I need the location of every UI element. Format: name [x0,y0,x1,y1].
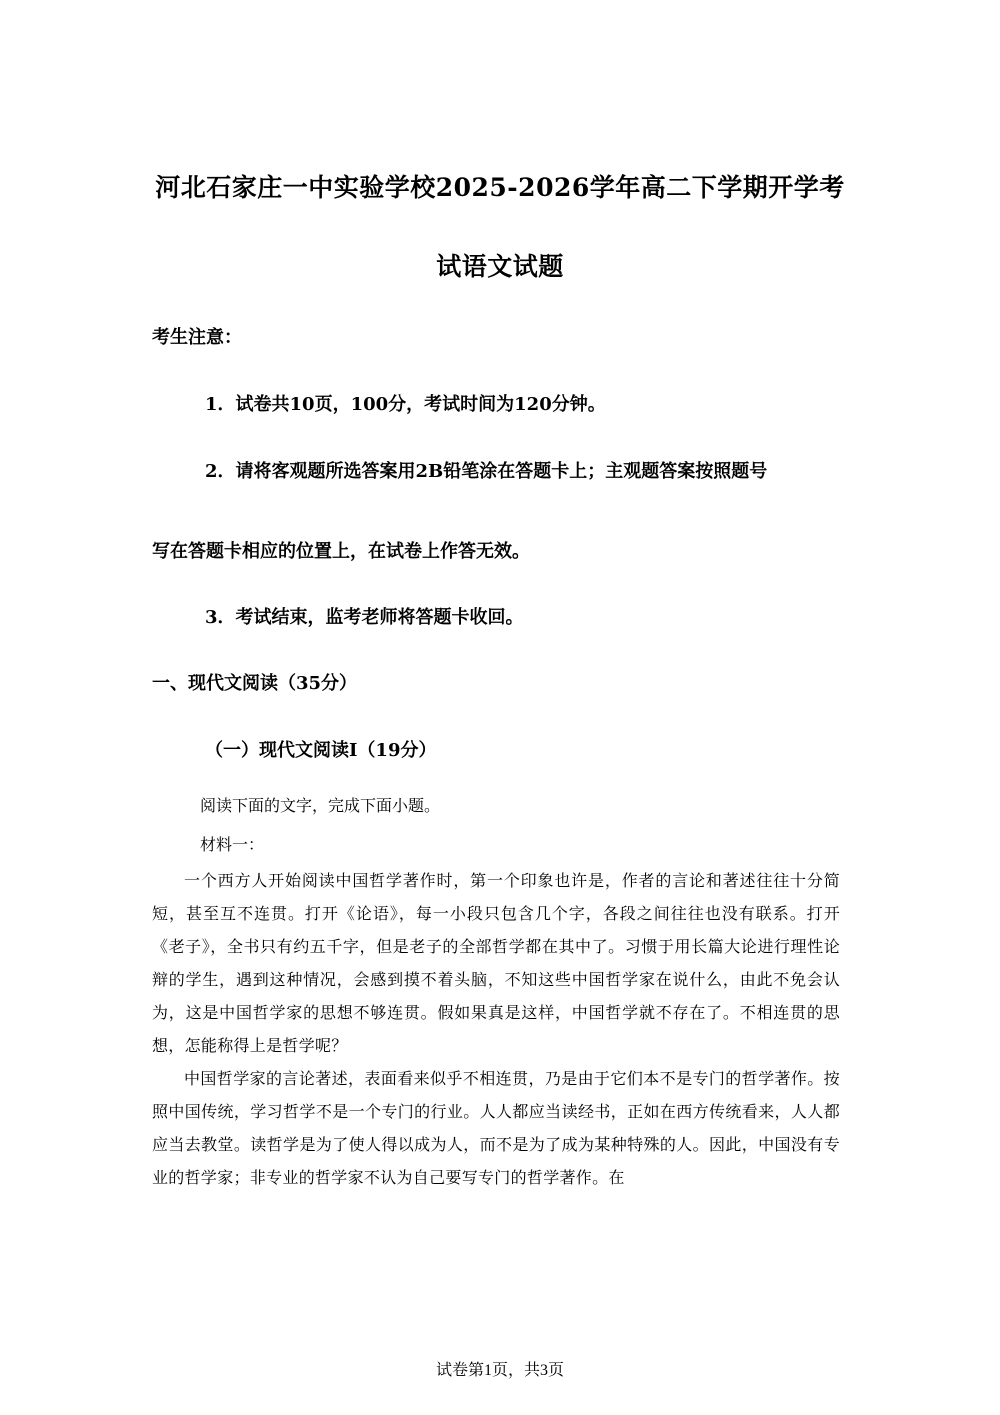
page-footer: 试卷第1页，共3页 [435,1362,564,1379]
notice-item-3: 3．考试结束，监考老师将答题卡收回。 [205,607,524,628]
section-heading: 一、现代文阅读（35分） [152,673,358,694]
notice-item-1: 1．试卷共10页，100分，考试时间为120分钟。 [205,394,606,415]
reading-instruction: 阅读下面的文字，完成下面小题。 [200,796,441,815]
material-text [152,864,840,1194]
material-label: 材料一： [200,835,265,854]
paragraph-1: 一个西方人开始阅读中国哲学著作时，第一个印象也许是，作者的言论和著述往往十分简短，甚至互不连贯。打开《论语》，每一小段只包含几个字，各段之间往往也没有联系。打开《老子》，全书只有约五千字，但是老子的全部哲学都在其中了。习惯于用长篇大论进行理性论辩的学生，遇到这种情况，会感到摸不着头脑，不知这些中国哲学家在说什么，由此不免会认为，这是中国哲学家的思想不够连贯。假如果真是这样，中国哲学就不存在了。不相连贯的思想，怎能称得上是哲学呢？ [152,871,840,1055]
notice-heading: 考生注意： [152,327,242,348]
notice-item-2-continued: 写在答题卡相应的位置上，在试卷上作答无效。 [152,541,530,562]
subsection-heading: （一）现代文阅读I（19分） [205,740,437,761]
document-title-line-2: 试语文试题 [436,252,564,281]
document-title-line-1: 河北石家庄一中实验学校2025-2026学年高二下学期开学考 [155,173,845,202]
paragraph-2: 中国哲学家的言论著述，表面看来似乎不相连贯，乃是由于它们本不是专门的哲学著作。按照中国传统，学习哲学不是一个专门的行业。人人都应当读经书，正如在西方传统看来，人人都应当去教堂。读哲学是为了使人得以成为人，而不是为了成为某种特殊的人。因此，中国没有专业的哲学家；非专业的哲学家不认为自己要写专门的哲学著作。在 [152,1069,840,1187]
notice-item-2: 2．请将客观题所选答案用2B铅笔涂在答题卡上；主观题答案按照题号 [205,461,768,482]
